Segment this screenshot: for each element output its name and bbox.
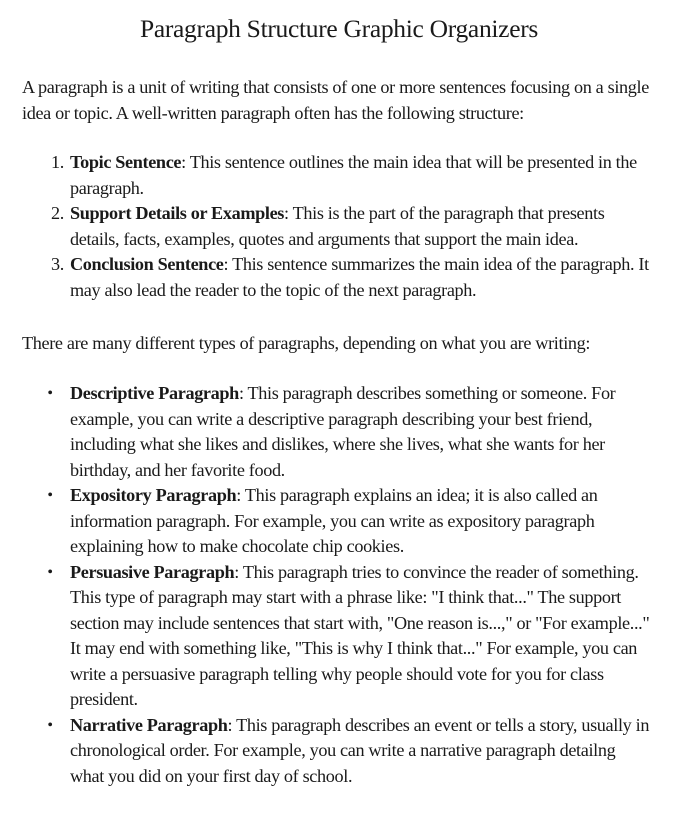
type-item-narrative [0, 713, 650, 790]
term-description: : This paragraph describes something or someone. For example, you can write a descriptive paragraph describing your best friend, including what she likes and dislikes, where she lives, what she wants for her birthday, and her favorite food. [70, 383, 616, 480]
term-description: : This paragraph explains an idea; it is also called an information paragraph. For example, you can write as expository paragraph explaining how to make chocolate chip cookies. [70, 485, 598, 556]
type-item-descriptive [0, 381, 650, 483]
term-label: Descriptive Paragraph [70, 383, 239, 403]
term-label: Support Details or Examples [70, 203, 285, 223]
bullet-icon: • [47, 563, 53, 581]
page-title: Paragraph Structure Graphic Organizers [139, 14, 539, 43]
term-description: : This paragraph tries to convince the reader of something. This type of paragraph may start with a phrase like: "I think that..." The support section may include sentences that start with, "One reason is...," or "For example..." It may end with something like, "This is why I think that..." For example, you can write a persuasive paragraph telling why people should vote for you for class president. [70, 561, 650, 709]
paragraph-structure-list [0, 150, 678, 303]
term-label: Topic Sentence [70, 152, 182, 172]
term-label: Persuasive Paragraph [70, 561, 235, 582]
term-description: : This is the part of the paragraph that presents details, facts, examples, quotes and arguments that support the main idea. [70, 203, 605, 249]
structure-item-topic-sentence [0, 150, 650, 201]
types-intro-paragraph: There are many different types of paragraphs, depending on what you are writing: [22, 333, 591, 353]
bullet-icon: • [47, 487, 53, 504]
type-item-persuasive [0, 560, 650, 713]
list-number: 2. [51, 203, 64, 223]
term-description: : This sentence summarizes the main idea of the paragraph. It may also lead the reader to the topic of the next paragraph. [70, 254, 649, 300]
term-label: Conclusion Sentence [70, 254, 224, 274]
term-description: : This paragraph describes an event or tells a story, usually in chronological order. For example, you can write a narrative paragraph detailng what you did on your first day of school. [70, 714, 650, 786]
list-number: 1. [51, 152, 64, 172]
list-number: 3. [51, 254, 64, 274]
structure-item-support-details [0, 201, 650, 252]
term-description: : This sentence outlines the main idea that will be presented in the paragraph. [70, 152, 637, 198]
term-label: Expository Paragraph [70, 485, 237, 505]
bullet-icon: • [47, 716, 53, 734]
intro-paragraph: A paragraph is a unit of writing that consists of one or more sentences focusing on a single idea or topic. A well-written paragraph often has the following structure: [22, 77, 649, 123]
term-label: Narrative Paragraph [70, 714, 228, 735]
paragraph-types-list [0, 381, 678, 789]
type-item-expository [0, 483, 650, 560]
bullet-icon: • [47, 385, 53, 402]
structure-item-conclusion-sentence [0, 252, 650, 303]
